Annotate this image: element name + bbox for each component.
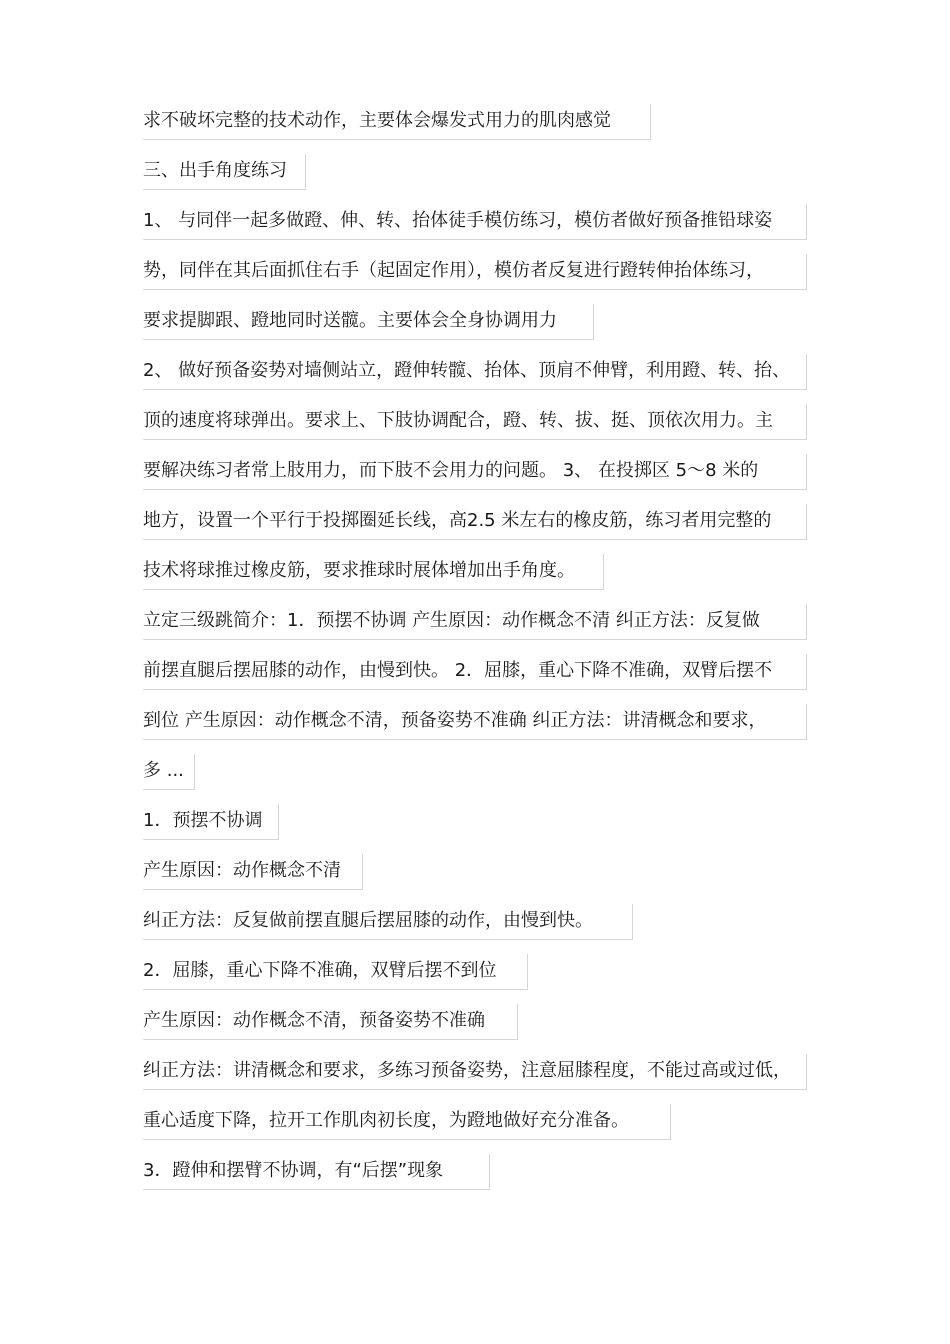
text-line: 要解决练习者常上肢用力，而下肢不会用力的问题。 3、 在投掷区 5～8 米的 (143, 454, 807, 490)
text-line: 纠正方法：讲清概念和要求，多练习预备姿势，注意屈膝程度，不能过高或过低， (143, 1054, 807, 1090)
text-line: 要求提脚跟、蹬地同时送髋。主要体会全身协调用力 (143, 304, 594, 340)
text-line: 求不破坏完整的技术动作，主要体会爆发式用力的肌肉感觉 (143, 104, 651, 140)
text-line: 前摆直腿后摆屈膝的动作，由慢到快。 2．屈膝，重心下降不准确，双臂后摆不 (143, 654, 807, 690)
text-line: 产生原因：动作概念不清，预备姿势不准确 (143, 1004, 518, 1040)
text-line: 重心适度下降，拉开工作肌肉初长度，为蹬地做好充分准备。 (143, 1104, 671, 1140)
text-line: 1．预摆不协调 (143, 804, 279, 840)
text-line: 三、出手角度练习 (143, 154, 306, 190)
text-line: 3．蹬伸和摆臂不协调，有“后摆”现象 (143, 1154, 490, 1190)
text-line: 2．屈膝，重心下降不准确，双臂后摆不到位 (143, 954, 528, 990)
text-line: 到位 产生原因：动作概念不清，预备姿势不准确 纠正方法：讲清概念和要求， (143, 704, 807, 740)
text-line: 多 ... (143, 754, 195, 790)
text-line: 地方，设置一个平行于投掷圈延长线，高2.5 米左右的橡皮筋，练习者用完整的 (143, 504, 807, 540)
text-line: 势，同伴在其后面抓住右手（起固定作用），模仿者反复进行蹬转伸抬体练习， (143, 254, 807, 290)
text-line: 2、 做好预备姿势对墙侧站立，蹬伸转髋、抬体、顶肩不伸臂，利用蹬、转、抬、 (143, 354, 807, 390)
text-line: 1、 与同伴一起多做蹬、伸、转、抬体徒手模仿练习，模仿者做好预备推铅球姿 (143, 204, 807, 240)
text-line: 技术将球推过橡皮筋，要求推球时展体增加出手角度。 (143, 554, 604, 590)
text-line: 产生原因：动作概念不清 (143, 854, 363, 890)
text-line: 顶的速度将球弹出。要求上、下肢协调配合，蹬、转、拔、挺、顶依次用力。主 (143, 404, 807, 440)
text-line: 纠正方法：反复做前摆直腿后摆屈膝的动作，由慢到快。 (143, 904, 633, 940)
text-line: 立定三级跳简介：1．预摆不协调 产生原因：动作概念不清 纠正方法：反复做 (143, 604, 807, 640)
